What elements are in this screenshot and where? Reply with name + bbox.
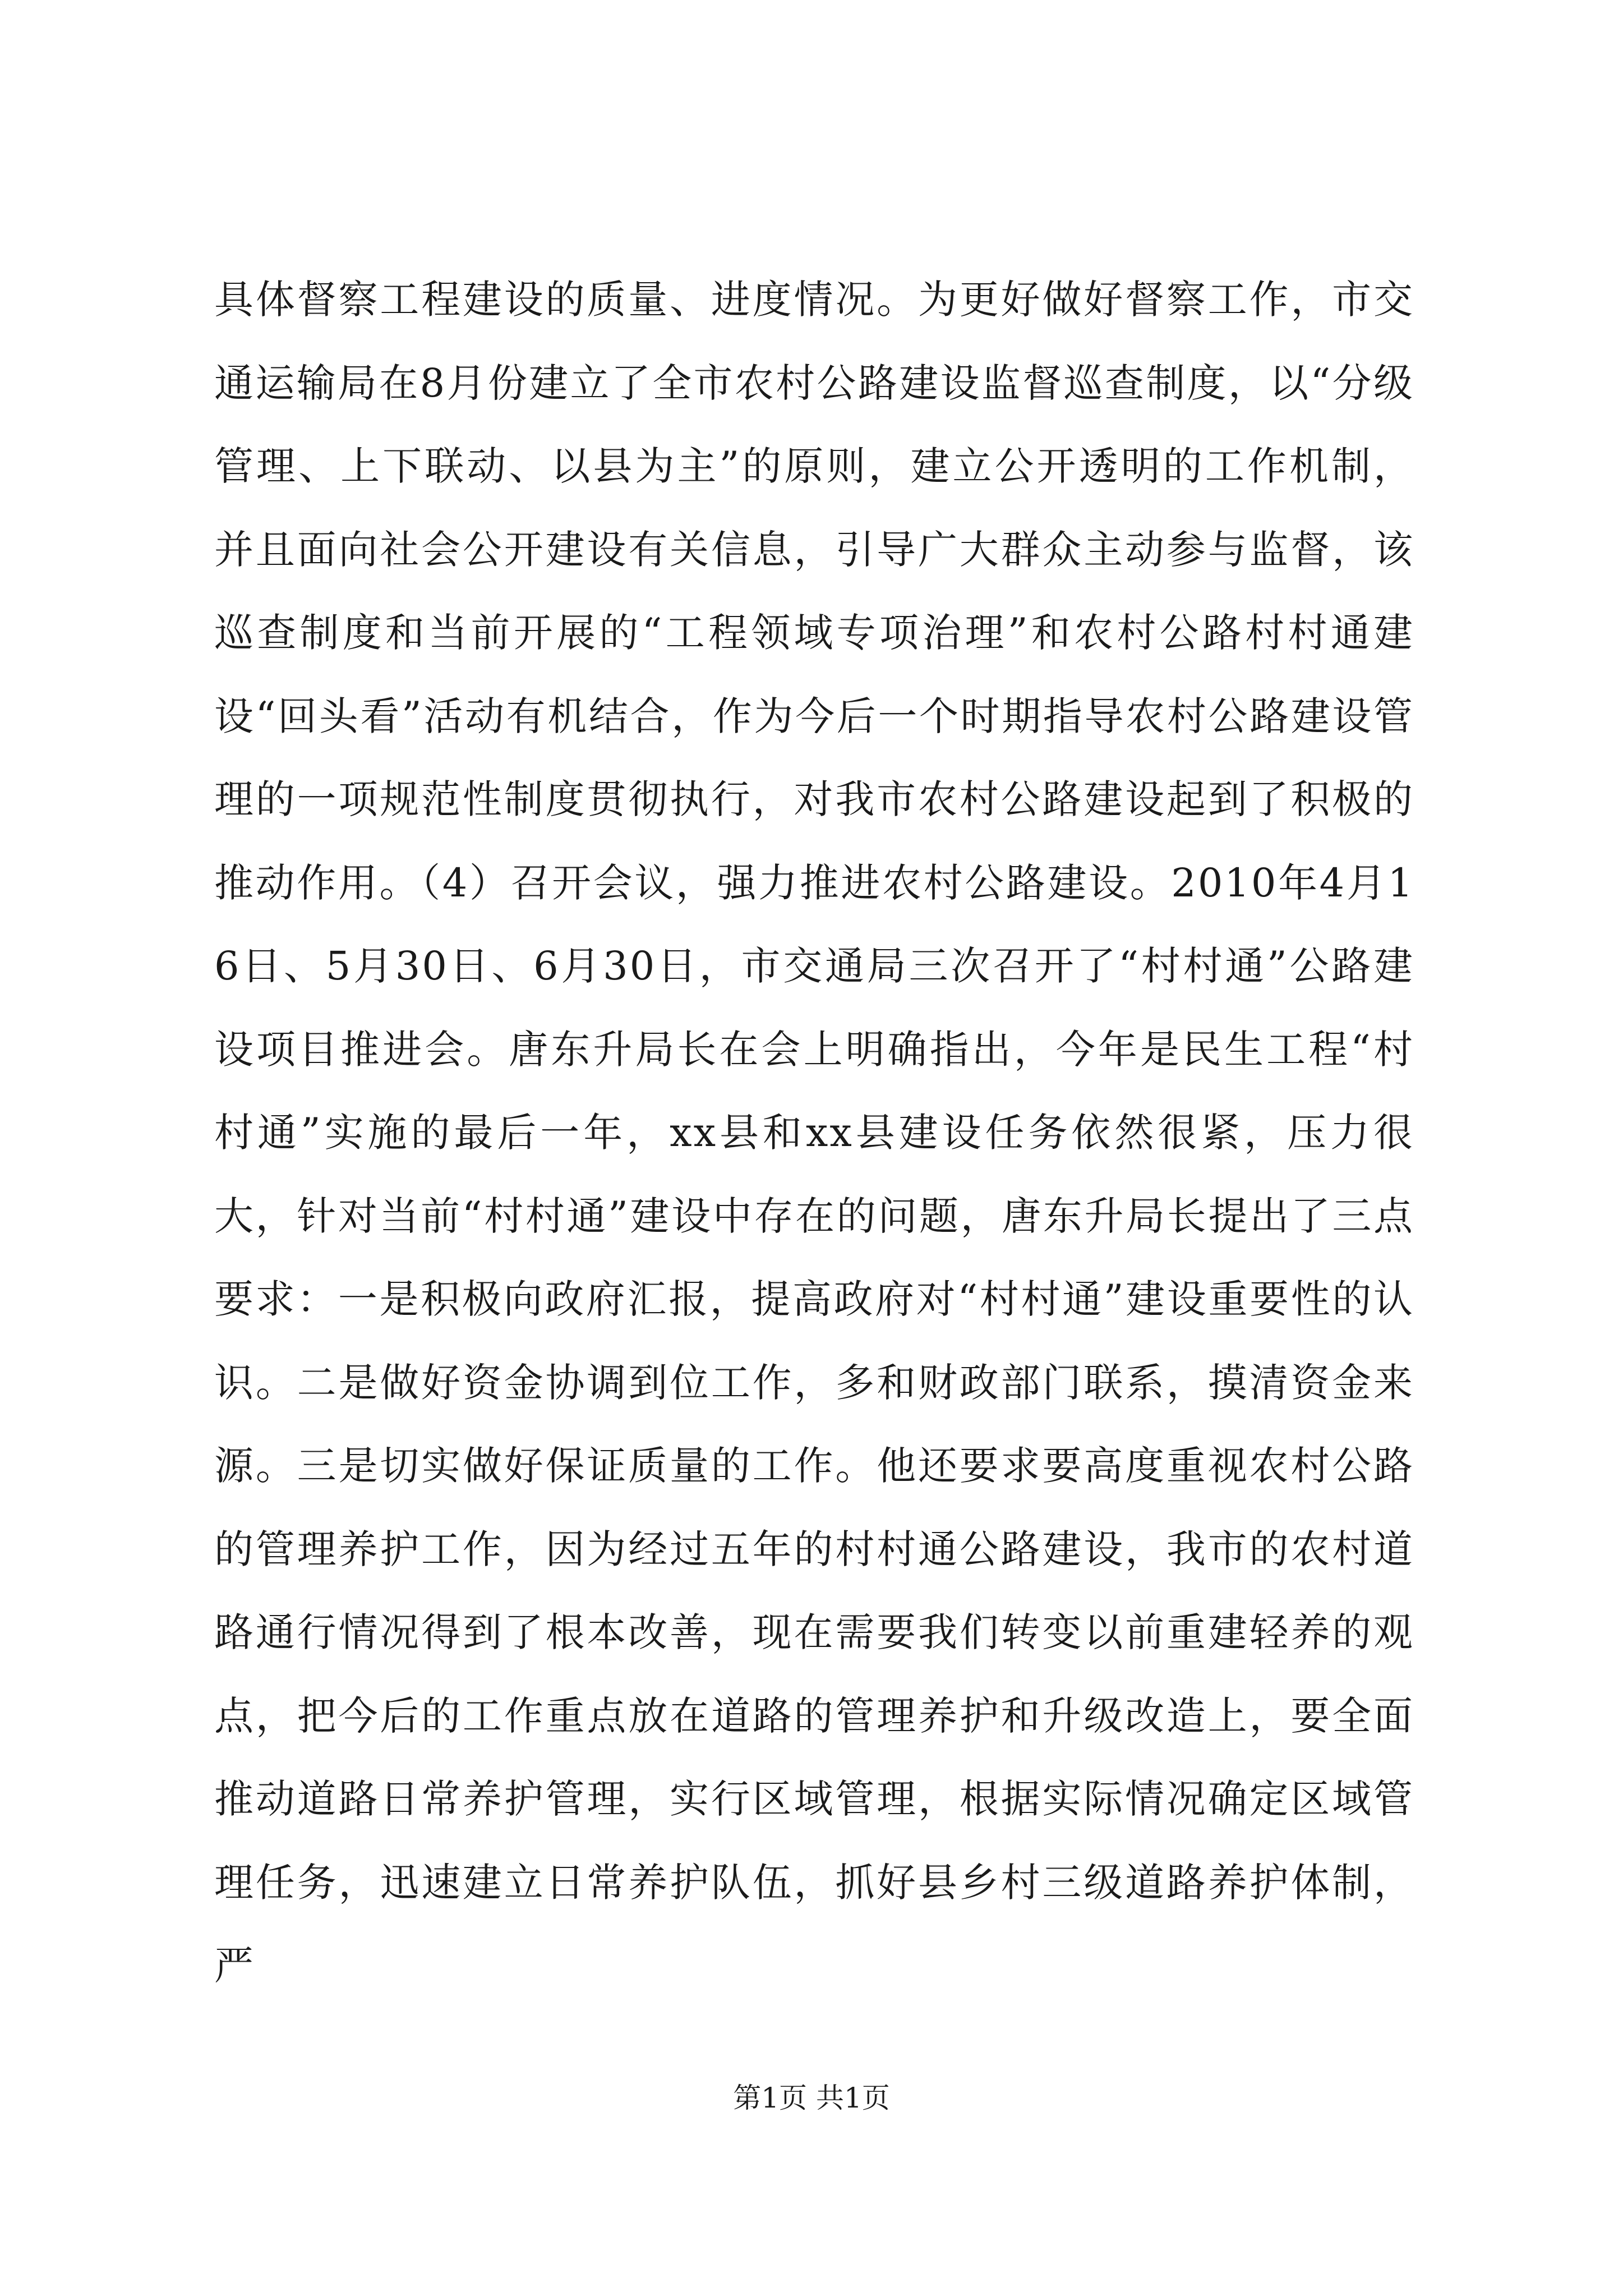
page-footer: 第1页 共1页 — [733, 2082, 890, 2114]
body-paragraph: 具体督察工程建设的质量、进度情况。为更好做好督察工作，市交通运输局在8月份建立了全市农村公路建设监督巡查制度，以“分级管理、上下联动、以县为主”的原则，建立公开透明的工作机制，并且面向社会公开建设有关信息，引导广大群众主动参与监督，该巡查制度和当前开展的“工程领域专项治理”和农村公路村村通建设“回头看”活动有机结合，作为今后一个时期指导农村公路建设管理的一项规范性制度贯彻执行，对我市农村公路建设起到了积极的推动作用。（4）召开会议，强力推进农村公路建设。2010年4月16日、5月30日、6月30日，市交通局三次召开了“村村通”公路建设项目推进会。唐东升局长在会上明确指出，今年是民生工程“村村通”实施的最后一年，xx县和xx县建设任务依然很紧，压力很大，针对当前“村村通”建设中存在的问题，唐东升局长提出了三点要求：一是积极向政府汇报，提高政府对“村村通”建设重要性的认识。二是做好资金协调到位工作，多和财政部门联系，摸清资金来源。三是切实做好保证质量的工作。他还要求要高度重视农村公路的管理养护工作，因为经过五年的村村通公路建设，我市的农村道路通行情况得到了根本改善，现在需要我们转变以前重建轻养的观点，把今后的工作重点放在道路的管理养护和升级改造上，要全面推动道路日常养护管理，实行区域管理，根据实际情况确定区域管理任务，迅速建立日常养护队伍，抓好县乡村三级道路养护体制，严 — [214, 277, 1414, 1989]
